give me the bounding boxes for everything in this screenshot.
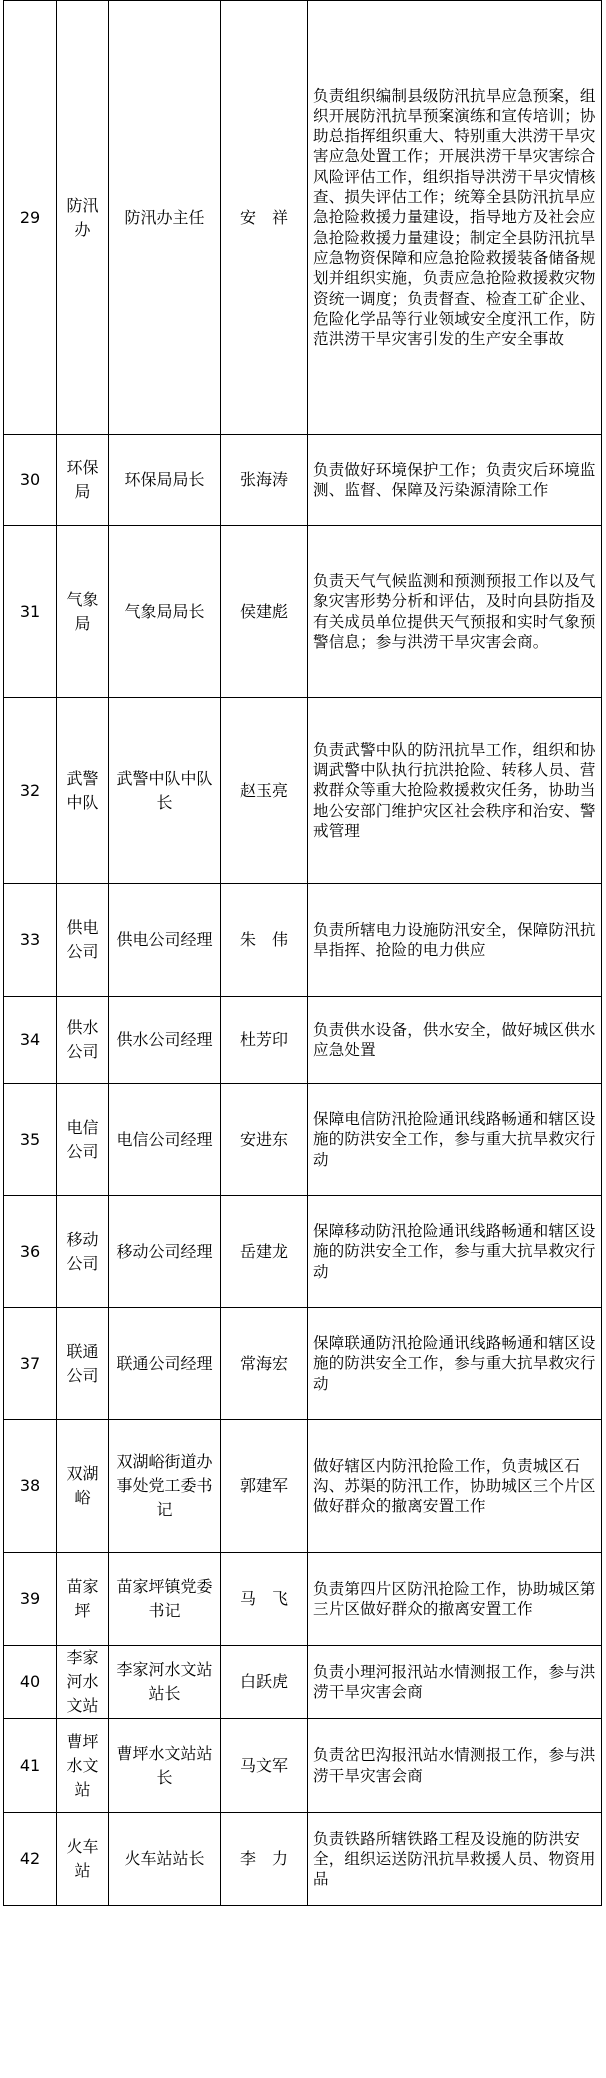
position-title: 环保局局长 (109, 435, 221, 526)
duty-description: 负责小理河报汛站水情测报工作，参与洪涝干旱灾害会商 (308, 1646, 602, 1719)
position-title: 联通公司经理 (109, 1308, 221, 1420)
unit-name: 火车站 (57, 1813, 109, 1906)
unit-name: 武警中队 (57, 698, 109, 884)
unit-name: 联通公司 (57, 1308, 109, 1420)
duty-description: 保障联通防汛抢险通讯线路畅通和辖区设施的防洪安全工作，参与重大抗旱救灾行动 (308, 1308, 602, 1420)
position-title: 防汛办主任 (109, 1, 221, 435)
person-name: 张海涛 (221, 435, 308, 526)
unit-name: 气象局 (57, 526, 109, 698)
position-title: 火车站站长 (109, 1813, 221, 1906)
duty-description: 负责供水设备，供水安全，做好城区供水应急处置 (308, 997, 602, 1084)
row-number: 33 (4, 884, 57, 997)
position-title: 曹坪水文站站长 (109, 1719, 221, 1813)
duty-description: 负责天气气候监测和预测预报工作以及气象灾害形势分析和评估，及时向县防指及有关成员单位提供天气预报和实时气象预警信息；参与洪涝干旱灾害会商。 (308, 526, 602, 698)
unit-name: 苗家坪 (57, 1553, 109, 1646)
person-name: 侯建彪 (221, 526, 308, 698)
table-row (4, 884, 602, 997)
table-row (4, 1308, 602, 1420)
row-number: 38 (4, 1420, 57, 1553)
unit-name: 曹坪水文站 (57, 1719, 109, 1813)
person-name: 常海宏 (221, 1308, 308, 1420)
unit-name: 供水公司 (57, 997, 109, 1084)
position-title: 供电公司经理 (109, 884, 221, 997)
row-number: 30 (4, 435, 57, 526)
table-row (4, 1196, 602, 1308)
person-name: 白跃虎 (221, 1646, 308, 1719)
duty-table-container (3, 0, 601, 1906)
position-title: 供水公司经理 (109, 997, 221, 1084)
person-name: 李 力 (221, 1813, 308, 1906)
position-title: 武警中队中队长 (109, 698, 221, 884)
position-title: 苗家坪镇党委书记 (109, 1553, 221, 1646)
position-title: 李家河水文站站长 (109, 1646, 221, 1719)
duty-description: 保障移动防汛抢险通讯线路畅通和辖区设施的防洪安全工作，参与重大抗旱救灾行动 (308, 1196, 602, 1308)
position-title: 双湖峪街道办事处党工委书记 (109, 1420, 221, 1553)
unit-name: 电信公司 (57, 1084, 109, 1196)
unit-name: 双湖峪 (57, 1420, 109, 1553)
row-number: 31 (4, 526, 57, 698)
position-title: 电信公司经理 (109, 1084, 221, 1196)
unit-name: 李家河水文站 (57, 1646, 109, 1719)
unit-name: 环保局 (57, 435, 109, 526)
unit-name: 移动公司 (57, 1196, 109, 1308)
table-row (4, 1553, 602, 1646)
person-name: 安进东 (221, 1084, 308, 1196)
flood-control-duty-table (3, 0, 602, 1906)
row-number: 35 (4, 1084, 57, 1196)
row-number: 41 (4, 1719, 57, 1813)
table-row (4, 1420, 602, 1553)
person-name: 岳建龙 (221, 1196, 308, 1308)
row-number: 34 (4, 997, 57, 1084)
person-name: 马 飞 (221, 1553, 308, 1646)
table-row (4, 1084, 602, 1196)
row-number: 42 (4, 1813, 57, 1906)
duty-description: 负责所辖电力设施防汛安全，保障防汛抗旱指挥、抢险的电力供应 (308, 884, 602, 997)
duty-description: 负责岔巴沟报汛站水情测报工作，参与洪涝干旱灾害会商 (308, 1719, 602, 1813)
table-row (4, 1646, 602, 1719)
duty-description: 负责组织编制县级防汛抗旱应急预案，组织开展防汛抗旱预案演练和宣传培训；协助总指挥组织重大、特别重大洪涝干旱灾害应急处置工作；开展洪涝干旱灾害综合风险评估工作，组织指导洪涝干旱灾情核查、损失评估工作；统筹全县防汛抗旱应急抢险救援力量建设，指导地方及社会应急抢险救援力量建设；制定全县防汛抗旱应急物资保障和应急抢险救援装备储备规划并组织实施，负责应急抢险救援救灾物资统一调度；负责督查、检查工矿企业、危险化学品等行业领域安全度汛工作，防范洪涝干旱灾害引发的生产安全事故 (308, 1, 602, 435)
table-row (4, 526, 602, 698)
duty-description: 负责第四片区防汛抢险工作，协助城区第三片区做好群众的撤离安置工作 (308, 1553, 602, 1646)
row-number: 29 (4, 1, 57, 435)
duty-description: 做好辖区内防汛抢险工作，负责城区石沟、苏渠的防汛工作，协助城区三个片区做好群众的撤离安置工作 (308, 1420, 602, 1553)
person-name: 杜芳印 (221, 997, 308, 1084)
duty-description: 负责武警中队的防汛抗旱工作，组织和协调武警中队执行抗洪抢险、转移人员、营救群众等重大抢险救援救灾任务，协助当地公安部门维护灾区社会秩序和治安、警戒管理 (308, 698, 602, 884)
person-name: 郭建军 (221, 1420, 308, 1553)
position-title: 气象局局长 (109, 526, 221, 698)
position-title: 移动公司经理 (109, 1196, 221, 1308)
person-name: 赵玉亮 (221, 698, 308, 884)
person-name: 安 祥 (221, 1, 308, 435)
table-row (4, 698, 602, 884)
unit-name: 防汛办 (57, 1, 109, 435)
table-row (4, 435, 602, 526)
row-number: 32 (4, 698, 57, 884)
duty-description: 负责做好环境保护工作；负责灾后环境监测、监督、保障及污染源清除工作 (308, 435, 602, 526)
duty-description: 保障电信防汛抢险通讯线路畅通和辖区设施的防洪安全工作，参与重大抗旱救灾行动 (308, 1084, 602, 1196)
row-number: 39 (4, 1553, 57, 1646)
row-number: 37 (4, 1308, 57, 1420)
row-number: 36 (4, 1196, 57, 1308)
table-row (4, 997, 602, 1084)
table-row (4, 1, 602, 435)
person-name: 朱 伟 (221, 884, 308, 997)
table-row (4, 1719, 602, 1813)
duty-description: 负责铁路所辖铁路工程及设施的防洪安全，组织运送防汛抗旱救援人员、物资用品 (308, 1813, 602, 1906)
person-name: 马文军 (221, 1719, 308, 1813)
row-number: 40 (4, 1646, 57, 1719)
unit-name: 供电公司 (57, 884, 109, 997)
table-row (4, 1813, 602, 1906)
table-body (4, 1, 602, 1906)
